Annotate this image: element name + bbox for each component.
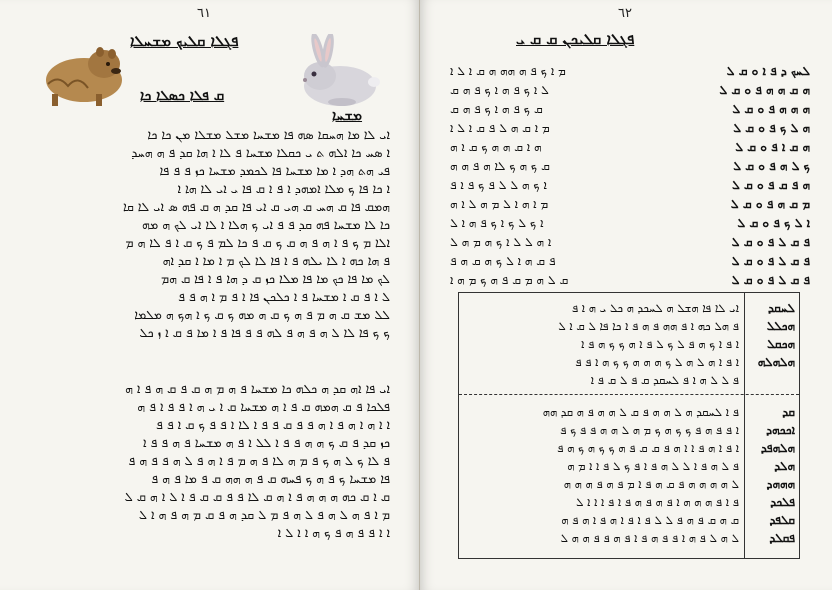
text-line: ܐܝ ܠܐ ܦܐ ܗܫܠ ܗ ܠܚܟܕ ܗ ܟܠ ܝ ܗ ܐ ܦ (571, 301, 739, 315)
vocab-word: ܗܠܗܦܕ (760, 441, 795, 455)
vocab-word: ܐܟܟܗܕ (766, 423, 795, 437)
text-line: ܠܠ ܡܫ ܩ ܗ ܡ ܦ ܗ ܟ ܩ ܗ ܡܗ ܟ ܩ ܟ ܐ ܗܟ ܗ ܡܠܡܐ (134, 307, 390, 322)
example-text: ܐ ܟ ܗ ܠ ܠ ܦ ܟ ܦ ܐ ܦ (450, 178, 547, 192)
right-page (420, 0, 832, 590)
text-line: ܐ ܐ ܗ ܐ ܗ ܦ ܐ ܗ ܦ ܦ ܩ ܦ ܦ ܐ ܠܐ ܐ ܦ ܦ ܟ ܩ ܐ ܦ ܦ (155, 417, 390, 432)
box-text-top (465, 299, 739, 389)
text-line: ܐܝ ܦܐ ܐܗ ܩܕ ܗ ܟܠܗ ܟܐ ܡܫܚܐ ܦ ܗ ܡ ܗ ܩ ܦ ܩ ܗ ܦ ܐ ܗ (125, 381, 390, 396)
example-row (450, 233, 810, 252)
box-words-bottom (749, 403, 795, 547)
example-word: ܠܚܟ ܕ ܦ ܐ ܘ ܩ ܠ (726, 64, 810, 78)
example-text: ܡ ܐ ܗ ܐ ܠ ܡ ܗ ܠ ܐ ܗ (450, 197, 549, 211)
example-row (450, 252, 810, 271)
lesson-subtitle: ܩ ܦܠܐ ܟܣܠܐ ܟܐ (140, 88, 225, 104)
text-line: ܦ ܐ ܦ ܗ ܗ ܗ ܐ ܦ ܗ ܦ ܗ ܦ ܐ ܦ ܐ ܐ ܐ ܠ (576, 495, 739, 509)
example-text: ܐ ܗ ܠ ܠ ܐ ܟ ܗ ܡ ܗ ܠ (450, 235, 552, 249)
vocab-word: ܗܟܠܠ (766, 319, 795, 333)
section-label: ܡܫܚܐ (332, 108, 363, 124)
vocab-word: ܦܠܟܕ (770, 495, 795, 509)
text-line: ܦ ܠ ܠ ܗ ܐ ܦ ܠܚܩܕ ܩ ܦ ܠ ܩ ܦ ܐ (590, 373, 739, 387)
text-line: ܐܠܐ ܡ ܟ ܦ ܐ ܗ ܦ ܗ ܩ ܟ ܩ ܦ ܟܐ ܠܡ ܦ ܟ ܩ ܐ ܦ ܠܐ ܗ ܡ (125, 235, 390, 250)
example-word: ܦ ܩ ܠ ܦ ܘ ܩ ܠ (731, 273, 810, 287)
example-row (450, 157, 810, 176)
vocab-word: ܗܗܗܕ (766, 477, 795, 491)
text-line: ܠ ܗ ܗ ܗ ܗ ܦ ܩ ܗ ܦ ܐ ܡ ܦ ܗ ܦ ܗ ܗ ܗ (563, 477, 739, 491)
text-line: ܐ ܦ ܐ ܗ ܠ ܗ ܠ ܟ ܗ ܗ ܗ ܟ ܟ ܗ ܐ ܦ ܦ (575, 355, 739, 369)
box-words-top (749, 299, 795, 371)
box-text-bottom (465, 403, 739, 547)
text-line: ܐ ܐ ܦ ܦ ܗ ܦ ܟ ܗ ܐ ܐ ܠ ܐ (277, 525, 390, 540)
page-number: ٦٢ (618, 6, 632, 21)
text-line: ܩ ܗ ܩ ܦ ܗ ܦ ܠ ܠ ܦ ܐ ܦ ܐ ܗ ܦ ܐ ܗ ܦ ܗ (561, 513, 739, 527)
vocab-word: ܩܕ (782, 405, 795, 419)
text-line: ܦܝ ܗܬ ܗܕ ܐ ܡܐ ܡܫܚܐ ܦܐ ܠܟܡܕ ܡܫܚܐ ܟܙ ܦ ܦ ܦܐ (159, 163, 390, 178)
example-row (450, 138, 810, 157)
page-title: ܦܓܠܐ ܩܠܝܟ ܡܫܚܠܐ (130, 32, 239, 50)
vocab-word: ܗܠܗܠܗ (757, 355, 795, 369)
text-line: ܦ ܠ ܗ ܦ ܐ ܠ ܠ ܗ ܦ ܐ ܦ ܟ ܠ ܦ ܐ ܐ ܡ ܗ (567, 459, 739, 473)
example-text: ܡ ܐ ܩ ܗ ܠ ܦ ܩ ܐ ܠ ܐ (450, 121, 550, 135)
vocabulary-box (458, 292, 800, 559)
vocab-word: ܗܠܕ (774, 459, 795, 473)
hyena-image (38, 44, 124, 106)
example-row (450, 214, 810, 233)
text-line: ܟܐ ܠܐ ܡܫܚܐ ܦܗ ܩܕ ܦ ܦ ܐܝ ܟ ܗܠܐ ܐ ܠܐ ܐܝ ܠܟ ܗ ܡܗ (142, 217, 390, 232)
example-word: ܦ ܩ ܠ ܦ ܘ ܩ ܠ (731, 235, 810, 249)
text-line: ܐ ܦ ܐ ܗ ܦ ܐ ܐ ܗ ܦ ܩ ܩ ܦ ܗ ܟ ܟ ܗ ܟ ܗ ܦ (557, 441, 739, 455)
example-row (450, 100, 810, 119)
page-number: ٦١ (197, 6, 211, 21)
example-text: ܦ ܩ ܗ ܐ ܠ ܟ ܗ ܩ ܗ ܦ (450, 254, 556, 268)
example-text: ܩ ܟ ܦ ܗ ܐ ܟ ܦ ܗ ܩ (450, 102, 543, 116)
text-line: ܠ ܗ ܠ ܦ ܗ ܐ ܦ ܦ ܗ ܦ ܐ ܦ ܗ ܦ ܦ ܗ ܗ ܠ (560, 531, 739, 545)
text-line: ܠ ܐ ܦ ܩ ܐ ܡܫܚܐ ܦ ܐ ܟܠܟܢ ܦܐ ܐ ܦ ܡ ܐ ܗ ܦ ܦ (178, 289, 390, 304)
text-line: ܟ ܟ ܦܐ ܠܐ ܠ ܗ ܦ ܗ ܦ ܠܗ ܦ ܦ ܦܐ ܦ ܐ ܡܐ ܦ ܩ ܐ ܙ ܟܠ (139, 325, 390, 340)
example-text: ܐ ܟ ܠ ܟ ܐ ܟ ܦ ܗ ܐ ܠ (450, 216, 544, 230)
example-word: ܡ ܩ ܗ ܦ ܘ ܩ ܠ (730, 197, 810, 211)
example-word: ܗ ܠ ܟ ܦ ܘ ܩ ܠ (733, 121, 810, 135)
text-line: ܐܝ ܠܐ ܡܐ ܗܚܩܐ ܣܗ ܦܐ ܡܫܚܐ ܡܫܠ ܡܫܠܐ ܡܢ ܟܐ ܟܐ (147, 127, 390, 142)
example-row (450, 271, 810, 290)
text-line: ܡ ܐ ܦ ܗ ܠ ܗ ܦ ܠ ܗ ܦ ܡ ܠ ܩܕ ܗ ܦ ܩ ܡ ܗ ܦ ܗ ܐ ܠ (138, 507, 390, 522)
example-word: ܗ ܩ ܗ ܗ ܦ ܘ ܩ ܠ (719, 83, 810, 97)
text-line: ܦ ܗܠ ܟܗ ܐ ܦ ܗܗ ܦ ܗ ܦ ܐ ܟܐ ܦܐ ܠ ܩ ܐ ܠ (558, 319, 739, 333)
vocab-word: ܩܠܦܕ (769, 513, 795, 527)
box-divider-dashed (459, 394, 799, 395)
vocab-word: ܠܚܩܕ (767, 301, 795, 315)
example-word: ܟ ܠ ܗ ܦ ܘ ܩ ܠ (733, 159, 810, 173)
text-line: ܠܟ ܡܐ ܦܐ ܟܟ ܡܐ ܦܐ ܡܠܐ ܟܙ ܩ ܕ ܗܐ ܦ ܐ ܦܐ ܩ ܗܡ (161, 271, 390, 286)
text-line: ܦܠܟܐ ܦ ܩ ܗܡܗ ܩ ܦ ܐ ܗ ܡܫܚܐ ܩ ܐ ܝ ܗ ܐ ܦ ܦ ܐ ܦ ܗ (137, 399, 390, 414)
text-line: ܦܐ ܡܫܚܐ ܟ ܦ ܗ ܟ ܦܚܗ ܩ ܦ ܗ ܗܗ ܩ ܦ ܡܐ ܦ ܗ ܦ (151, 471, 390, 486)
example-text: ܩ ܠ ܗ ܡ ܩ ܦ ܗ ܟ ܡ ܗ ܐ (450, 273, 569, 287)
example-word: ܐ ܠ ܟ ܦ ܘ ܩ ܠ (737, 216, 810, 230)
text-line: ܟܙ ܩܕ ܦ ܩ ܟ ܗ ܗ ܦ ܦ ܐ ܠܠ ܐ ܦ ܗ ܡܫܚܐ ܦ ܗ ܦ ܦ ܐ (142, 435, 390, 450)
example-word: ܦ ܩ ܠ ܦ ܘ ܩ ܠ (731, 254, 810, 268)
example-text: ܩ ܟ ܗ ܟ ܠܐ ܗ ܦ ܗ ܗ (450, 159, 550, 173)
example-row (450, 62, 810, 81)
text-line: ܐ ܦ ܦ ܗ ܦ ܟ ܟ ܗ ܟ ܡ ܗ ܠ ܗ ܗ ܦ ܦ ܟ ܦ (560, 423, 739, 437)
box-divider-vertical (744, 293, 745, 558)
example-row (450, 119, 810, 138)
text-line: ܦ ܗܐ ܟܗ ܐ ܠܐ ܝܠܗ ܦ ܐ ܦܐ ܠܐ ܠܟ ܡ ܐ ܡܐ ܐ ܩܕ ܐܗ (162, 253, 390, 268)
text-line: ܩ ܐ ܩ ܟܗ ܗ ܗ ܗ ܦ ܐ ܗ ܩ ܠܐ ܦ ܦ ܩ ܩ ܦ ܐ ܠ ܐ ܗ ܩ ܠ (124, 489, 390, 504)
example-word: ܗ ܦ ܩ ܦ ܘ ܩ ܠ (731, 178, 810, 192)
paragraph-1 (30, 126, 390, 342)
text-line: ܐ ܣܚ ܟܐ ܐܠܗ ܬ ܝ ܟܩܠܐ ܡܫܚܐ ܦ ܠܐ ܐ ܗܐ ܩܕ ܦ ܗ ܗܚܕ (131, 145, 390, 160)
rabbit-image (290, 34, 382, 108)
example-row (450, 81, 810, 100)
example-row (450, 195, 810, 214)
text-line: ܐ ܟܐ ܦܐ ܟ ܡܠܐ ܐܡܗܕ ܐ ܦ ܐ ܩ ܦܐ ܝ ܐܝ ܠܐ ܗܐ ܐ (177, 181, 390, 196)
page-title: ܦܓܠܐ ܩܠܝܟܢ ܩ ܩ ܝ (516, 30, 635, 48)
paragraph-2 (30, 380, 390, 542)
example-text: ܡ ܐ ܟ ܦ ܗ ܗܗ ܗ ܩ ܐ ܠ ܐ (450, 64, 566, 78)
vocab-word: ܦܩܠܕ (769, 531, 795, 545)
text-line: ܦ ܠܐ ܟ ܠ ܗ ܟ ܦ ܡ ܗ ܠܐ ܦ ܗ ܡ ܦ ܐ ܗ ܦ ܠ ܗ ܦ ܦ ܗ ܦ (128, 453, 390, 468)
text-line: ܦ ܐ ܠܚܩܕ ܗ ܠ ܗ ܗ ܦ ܩ ܠ ܗ ܗ ܦ ܗ ܩܕ ܗܗ (542, 405, 739, 419)
examples-list (450, 62, 810, 290)
example-word: ܗ ܗ ܗ ܦ ܘ ܩ ܠ (732, 102, 810, 116)
text-line: ܐ ܦ ܐ ܟ ܗ ܦ ܠ ܟ ܠ ܦ ܐ ܗ ܟ ܟ ܗ ܦ ܐ (581, 337, 739, 351)
example-text: ܠ ܐ ܟ ܦ ܗ ܐ ܟ ܦ ܗ ܩ (450, 83, 549, 97)
vocab-word: ܗܟܩܠ (766, 337, 795, 351)
example-word: ܗ ܩ ܐ ܦ ܘ ܩ ܠ (735, 140, 810, 154)
example-row (450, 176, 810, 195)
text-line: ܗܡܩ ܦܐ ܩ ܗܚ ܩ ܗܝ ܩ ܐܝ ܦܐ ܩܕ ܗ ܩ ܦܗ ܣ ܐܝ ܠܐ ܩܐ (122, 199, 390, 214)
example-text: ܗ ܐ ܩ ܗ ܗ ܟ ܩ ܐ ܗ (450, 140, 542, 154)
